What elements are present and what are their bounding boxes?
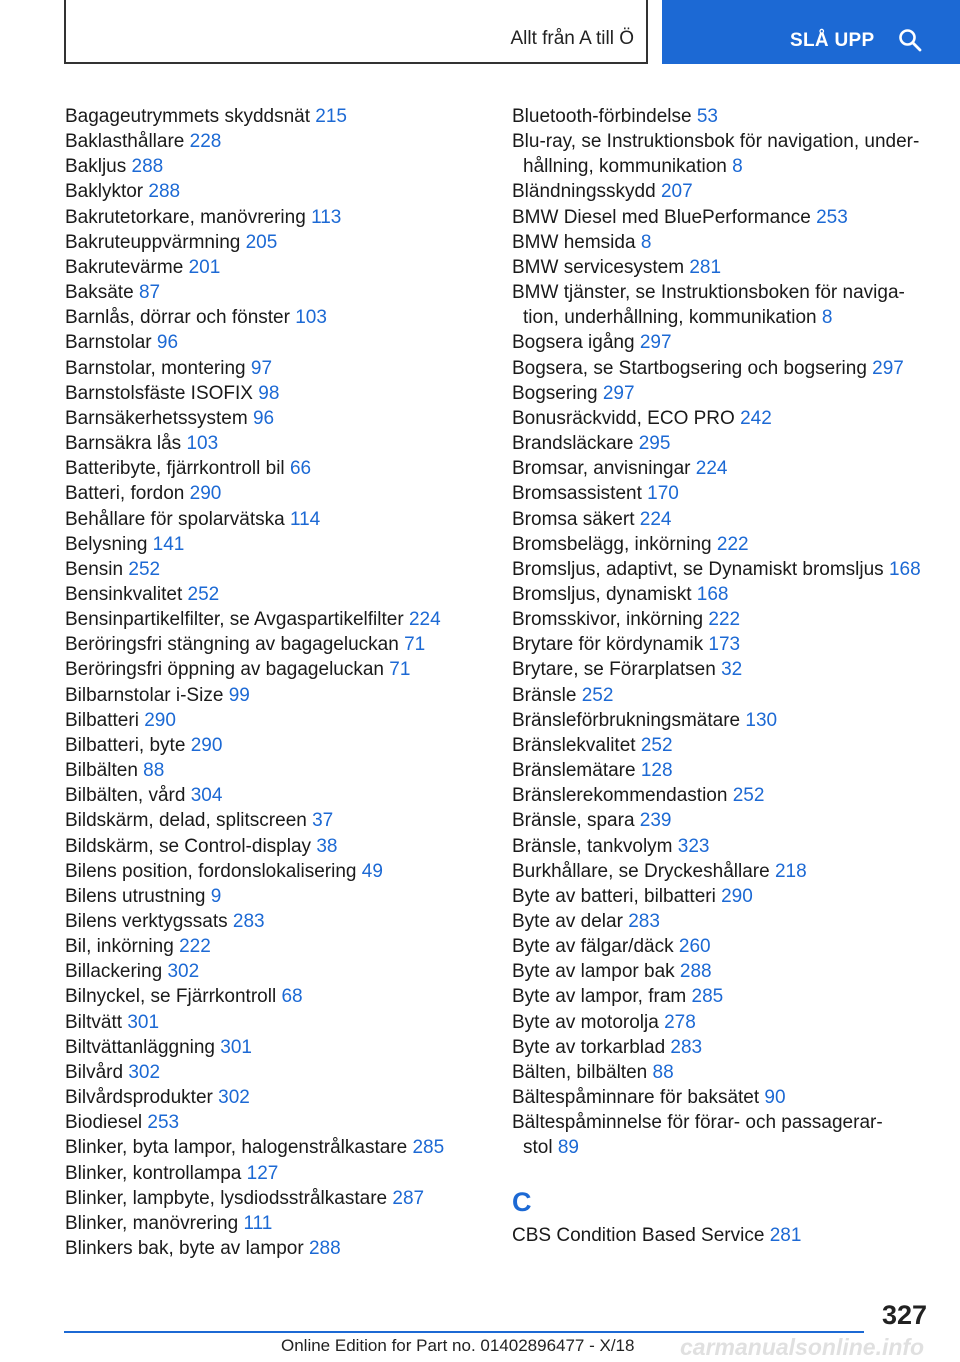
index-entry-text: Beröringsfri stängning av bagageluckan — [65, 634, 399, 656]
index-entry — [512, 456, 932, 481]
page-link[interactable]: 32 — [721, 659, 743, 681]
page-link[interactable]: 222 — [708, 609, 741, 631]
page-link[interactable]: 222 — [716, 533, 749, 555]
index-entry-text: Batteribyte, fjärrkontroll bil — [65, 458, 285, 480]
index-entry-text: Bilens verktygssats — [65, 911, 228, 932]
index-entry — [65, 1161, 485, 1186]
index-entry — [512, 532, 932, 557]
page-link[interactable]: 252 — [732, 785, 765, 807]
index-entry — [512, 632, 932, 657]
index-entry-text: BMW Diesel med BluePerformance — [512, 206, 811, 228]
index-entry-text: Baklyktor — [65, 181, 144, 203]
index-entry-text: Bonusräckvidd, ECO PRO — [512, 407, 735, 429]
index-entry — [65, 104, 485, 129]
index-entry — [512, 406, 932, 431]
index-entry — [65, 733, 485, 758]
page-link[interactable]: 302 — [128, 1061, 161, 1083]
index-entry-text: Baklasthållare — [65, 131, 185, 153]
page-link[interactable]: 288 — [131, 156, 164, 178]
index-entry-text: Bälten, bilbälten — [512, 1061, 648, 1083]
index-entry — [512, 1110, 932, 1160]
index-entry — [512, 859, 932, 884]
footer-edition-text: Online Edition for Part no. 01402896477 - X/18 — [281, 1336, 635, 1355]
index-entry — [65, 305, 485, 330]
page-link[interactable]: 99 — [228, 684, 250, 706]
index-entry — [65, 230, 485, 255]
page-link[interactable]: 301 — [220, 1036, 252, 1058]
index-entry-text: Biodiesel — [65, 1112, 143, 1134]
index-entry-text: Bränsle — [512, 684, 577, 706]
index-entry-text: Bilvård — [65, 1061, 124, 1083]
index-entry — [65, 129, 485, 154]
index-entry-text: Batteri, fordon — [65, 483, 185, 505]
index-entry — [65, 708, 485, 733]
index-entry — [65, 607, 485, 632]
index-entry-text: Blinker, manövrering — [65, 1212, 239, 1234]
page-link[interactable]: 302 — [218, 1087, 250, 1109]
page-link[interactable]: 130 — [745, 709, 778, 731]
index-entry — [512, 708, 932, 733]
index-entry-text: Bogsera, se Startbogsering och bogsering — [512, 357, 867, 379]
page-link[interactable]: 288 — [679, 961, 712, 983]
index-entry — [65, 481, 485, 506]
page-link[interactable]: 90 — [764, 1087, 786, 1109]
search-label: SLÅ UPP — [790, 30, 875, 51]
index-entry-continuation — [512, 305, 932, 330]
index-entry-text: Baksäte — [65, 282, 134, 304]
index-entry-text: Billackering — [65, 961, 163, 983]
page-link[interactable]: 8 — [732, 156, 743, 178]
index-entry — [65, 783, 485, 808]
index-entry — [65, 179, 485, 204]
page-link[interactable]: 252 — [640, 734, 673, 756]
page-link[interactable]: 98 — [258, 382, 280, 404]
index-entry — [512, 984, 932, 1009]
page-link[interactable]: 288 — [148, 181, 181, 203]
page-link[interactable]: 224 — [408, 609, 441, 631]
page-link[interactable]: 281 — [689, 256, 722, 278]
index-entry — [512, 230, 932, 255]
page-link[interactable]: 253 — [816, 206, 848, 228]
index-entry-text: Bilbatteri — [65, 709, 139, 731]
page-link[interactable]: 89 — [557, 1137, 579, 1159]
index-entry — [512, 557, 932, 582]
index-entry — [65, 1135, 485, 1160]
index-entry — [512, 1223, 932, 1248]
page-link[interactable]: 8 — [640, 231, 652, 253]
index-entry — [65, 959, 485, 984]
page-link[interactable]: 222 — [179, 936, 211, 958]
index-entry-text: Bromsa säkert — [512, 508, 635, 530]
index-entry-text: Bakrutevärme — [65, 256, 184, 278]
page-link[interactable]: 38 — [316, 835, 338, 857]
page-link[interactable]: 224 — [695, 458, 728, 480]
index-entry-text: BMW servicesystem — [512, 256, 685, 278]
page-link[interactable]: 278 — [664, 1011, 696, 1033]
index-entry — [65, 532, 485, 557]
index-entry-text: Bränsle, tankvolym — [512, 835, 673, 857]
index-entry-text: Bakljus — [65, 156, 127, 178]
watermark-text: carmanualsonline.info — [680, 1334, 925, 1360]
index-entry-text: Byte av lampor bak — [512, 961, 675, 983]
index-entry — [65, 1010, 485, 1035]
index-entry — [512, 381, 932, 406]
page-link[interactable]: 285 — [691, 986, 724, 1008]
index-entry — [65, 909, 485, 934]
index-entry — [65, 330, 485, 355]
index-entry-text: Bilnyckel, se Fjärrkontroll — [65, 986, 277, 1008]
search-button[interactable] — [662, 0, 960, 64]
index-entry — [65, 657, 485, 682]
index-entry-text: Behållare för spolarvätska — [65, 508, 285, 530]
index-entry — [65, 205, 485, 230]
page-link[interactable]: 285 — [412, 1137, 445, 1159]
index-entry-text: Brandsläckare — [512, 433, 634, 455]
index-entry-text: Bländningsskydd — [512, 181, 656, 203]
index-entry — [512, 607, 932, 632]
index-entry-text: Brytare för kördynamik — [512, 634, 704, 656]
index-entry — [512, 129, 932, 179]
page-link[interactable]: 215 — [315, 106, 347, 127]
page-number: 327 — [881, 1300, 927, 1330]
page-link[interactable]: 113 — [311, 206, 342, 228]
index-entry-text: Byte av fälgar/däck — [512, 936, 674, 958]
index-entry-text: Barnstolar — [65, 332, 152, 354]
index-entry — [512, 884, 932, 909]
page-link[interactable]: 207 — [660, 181, 693, 203]
index-entry-text: Biltvättanläggning — [65, 1036, 215, 1058]
index-entry — [65, 632, 485, 657]
index-entry-text: Bakruteuppvärmning — [65, 231, 241, 253]
index-entry — [512, 808, 932, 833]
footer-divider — [64, 1331, 864, 1333]
index-entry — [65, 984, 485, 1009]
index-entry — [65, 255, 485, 280]
index-entry-text: Bränslekvalitet — [512, 734, 636, 756]
index-entry-text: Bil, inkörning — [65, 936, 174, 958]
index-entry-text: Bromsar, anvisningar — [512, 458, 691, 480]
index-entry — [512, 909, 932, 934]
index-entry-text: Bogsera igång — [512, 332, 635, 354]
index-entry-text: Belysning — [65, 533, 148, 555]
index-entry — [512, 1035, 932, 1060]
page-link[interactable]: 228 — [189, 131, 222, 153]
page-link[interactable]: 252 — [128, 558, 161, 580]
page-link[interactable]: 297 — [639, 332, 672, 354]
index-entry — [512, 1085, 932, 1110]
page-link[interactable]: 168 — [696, 583, 729, 605]
page-link[interactable]: 96 — [156, 332, 179, 354]
index-entry — [65, 507, 485, 532]
index-entry-text: Blinkers bak, byte av lampor — [65, 1238, 304, 1260]
index-entry-continuation — [512, 1135, 932, 1160]
page-link[interactable]: 283 — [670, 1036, 703, 1058]
index-entry-text: Byte av delar — [512, 911, 623, 932]
page-link[interactable]: 287 — [392, 1187, 425, 1209]
watermark-logo — [680, 1334, 924, 1361]
index-entry — [65, 1110, 485, 1135]
page-link[interactable]: 283 — [232, 911, 265, 932]
index-entry — [65, 1035, 485, 1060]
index-entry-text: Bränsle, spara — [512, 810, 635, 832]
index-entry-text: Bensin — [65, 558, 124, 580]
page-link[interactable]: 97 — [250, 357, 273, 379]
index-entry-text: Bränsleförbrukningsmätare — [512, 709, 741, 731]
index-entry-text: Byte av torkarblad — [512, 1036, 666, 1058]
index-entry-continuation-text: stol — [523, 1137, 553, 1159]
index-entry — [65, 431, 485, 456]
page-link[interactable]: 295 — [638, 433, 671, 455]
page-link[interactable]: 252 — [581, 684, 614, 706]
page-link[interactable]: 87 — [138, 282, 161, 304]
index-entry — [512, 481, 932, 506]
index-entry — [512, 657, 932, 682]
page-link[interactable]: 49 — [361, 860, 383, 882]
index-column-right — [512, 104, 932, 1248]
index-entry — [512, 683, 932, 708]
page-link[interactable]: 128 — [640, 760, 673, 782]
index-entry-text: Brytare, se Förarplatsen — [512, 659, 716, 681]
page-link[interactable]: 224 — [639, 508, 672, 530]
index-entry-text: Byte av lampor, fram — [512, 986, 687, 1008]
page-link[interactable]: 281 — [769, 1224, 802, 1246]
index-entry — [512, 582, 932, 607]
index-entry — [65, 381, 485, 406]
index-entry — [512, 179, 932, 204]
index-entry-text: Bältespåminnelse för förar- och passagerar- — [512, 1112, 883, 1134]
index-entry-continuation-text: hållning, kommunikation — [523, 156, 727, 178]
index-entry-text: Blinker, lampbyte, lysdiodsstrålkastare — [65, 1187, 388, 1209]
index-entry-text: Bromsljus, adaptivt, se Dynamiskt bromsljus — [512, 558, 884, 580]
page-link[interactable]: 8 — [821, 307, 833, 329]
index-entry-text: Bluetooth-förbindelse — [512, 106, 692, 127]
page-link[interactable]: 68 — [281, 986, 303, 1008]
page-link[interactable]: 9 — [210, 885, 222, 907]
index-entry — [65, 557, 485, 582]
index-entry — [512, 834, 932, 859]
index-entry-text: Blinker, byta lampor, halogenstrålkastare — [65, 1137, 408, 1159]
page-link[interactable]: 304 — [190, 785, 223, 807]
index-entry-text: Barnstolar, montering — [65, 357, 246, 379]
index-entry — [65, 456, 485, 481]
index-entry — [65, 1060, 485, 1085]
index-column-left — [65, 104, 485, 1261]
index-entry-text: Bagageutrymmets skyddsnät — [65, 106, 311, 127]
index-entry-text: CBS Condition Based Service — [512, 1224, 765, 1246]
index-entry — [512, 1010, 932, 1035]
page-link[interactable]: 297 — [602, 382, 635, 404]
index-entry-text: Bogsering — [512, 382, 598, 404]
index-entry — [512, 205, 932, 230]
page-link[interactable]: 260 — [678, 936, 711, 958]
index-entry-text: BMW hemsida — [512, 231, 636, 253]
index-entry-text: Byte av batteri, bilbatteri — [512, 885, 716, 907]
index-entry — [512, 507, 932, 532]
page-link[interactable]: 290 — [721, 885, 753, 907]
page-link[interactable]: 290 — [144, 709, 176, 731]
index-entry-continuation-text: tion, underhållning, kommunikation — [523, 307, 817, 329]
page-link[interactable]: 201 — [188, 256, 221, 278]
index-entry-text: Byte av motorolja — [512, 1011, 659, 1033]
index-entry-text: Bromsljus, dynamiskt — [512, 583, 692, 605]
page-link[interactable]: 168 — [888, 558, 921, 580]
index-entry-text: Bildskärm, se Control-display — [65, 835, 312, 857]
page-link[interactable]: 242 — [740, 407, 772, 429]
index-entry — [65, 280, 485, 305]
index-entry — [512, 1060, 932, 1085]
index-entry-text: Bilens position, fordonslokalisering — [65, 860, 357, 882]
page-link[interactable]: 290 — [189, 483, 222, 505]
index-entry — [512, 959, 932, 984]
index-entry — [65, 859, 485, 884]
index-entry-text: BMW tjänster, se Instruktionsboken för naviga- — [512, 282, 905, 304]
index-entry-text: Bromsbelägg, inkörning — [512, 533, 712, 555]
index-entry — [65, 934, 485, 959]
index-entry — [65, 1085, 485, 1110]
page-link[interactable]: 252 — [187, 583, 220, 605]
index-entry — [65, 758, 485, 783]
index-entry-text: Barnlås, dörrar och fönster — [65, 307, 290, 329]
index-entry — [512, 934, 932, 959]
index-entry-text: Bilens utrustning — [65, 885, 206, 907]
page-link[interactable]: 96 — [252, 407, 275, 429]
index-entry-text: Bilbatteri, byte — [65, 734, 186, 756]
page-link[interactable]: 301 — [127, 1011, 160, 1033]
index-entry — [512, 733, 932, 758]
section-letter-heading: C — [512, 1186, 532, 1217]
page-link[interactable]: 205 — [245, 231, 278, 253]
index-entry — [65, 582, 485, 607]
index-entry-text: Bilbälten — [65, 760, 138, 782]
index-entry — [65, 1236, 485, 1261]
page-link[interactable]: 302 — [167, 961, 200, 983]
page-link[interactable]: 103 — [186, 433, 219, 455]
page-link[interactable]: 88 — [652, 1061, 674, 1083]
index-entry-text: Blinker, kontrollampa — [65, 1162, 242, 1184]
index-entry-text: Bromsassistent — [512, 483, 642, 505]
index-entry — [512, 104, 932, 129]
header-title-box — [64, 0, 648, 64]
index-entry — [512, 280, 932, 330]
index-entry-text: Burkhållare, se Dryckeshållare — [512, 860, 770, 882]
index-entry-text: Bränslerekommendastion — [512, 785, 728, 807]
index-entry — [512, 356, 932, 381]
index-entry — [65, 154, 485, 179]
page-link[interactable]: 288 — [308, 1238, 341, 1260]
page-link[interactable]: 173 — [708, 634, 741, 656]
page-link[interactable]: 127 — [246, 1162, 279, 1184]
index-entry — [65, 808, 485, 833]
index-entry — [65, 884, 485, 909]
index-entry — [65, 683, 485, 708]
page-link[interactable]: 88 — [143, 760, 165, 782]
index-entry — [65, 1211, 485, 1236]
page-link[interactable]: 114 — [289, 508, 321, 530]
page-link[interactable]: 170 — [647, 483, 679, 505]
page-link[interactable]: 141 — [152, 533, 185, 555]
index-entry-text: Bilvårdsprodukter — [65, 1087, 213, 1109]
index-entry-text: Biltvätt — [65, 1011, 123, 1033]
index-entry — [65, 1186, 485, 1211]
index-entry-text: Barnsäkerhetssystem — [65, 407, 248, 429]
index-entry-text: Barnstolsfäste ISOFIX — [65, 382, 253, 404]
index-entry-text: Bromsskivor, inkörning — [512, 609, 704, 631]
page-link[interactable]: 297 — [872, 357, 904, 379]
index-entry — [512, 255, 932, 280]
page-link[interactable]: 111 — [243, 1212, 273, 1234]
index-entry-text: Bältespåminnare för baksätet — [512, 1087, 760, 1109]
index-entry — [65, 406, 485, 431]
page-link[interactable]: 239 — [639, 810, 672, 832]
index-entry-text: Bilbälten, vård — [65, 785, 186, 807]
page-link[interactable]: 53 — [696, 106, 718, 127]
index-entry-text: Blu-ray, se Instruktionsbok för navigation, under- — [512, 131, 920, 153]
index-entry — [512, 431, 932, 456]
page-link[interactable]: 218 — [774, 860, 807, 882]
search-icon — [898, 28, 922, 52]
page-link[interactable]: 71 — [389, 659, 411, 681]
index-entry — [65, 834, 485, 859]
index-entry-text: Bildskärm, delad, splitscreen — [65, 810, 307, 832]
index-entry — [512, 758, 932, 783]
page-link[interactable]: 253 — [147, 1112, 180, 1134]
page-link[interactable]: 323 — [677, 835, 710, 857]
page-link[interactable]: 290 — [190, 734, 223, 756]
page-link[interactable]: 37 — [312, 810, 334, 832]
index-entry-text: Barnsäkra lås — [65, 433, 182, 455]
index-entry-text: Bilbarnstolar i-Size — [65, 684, 224, 706]
index-entry — [512, 783, 932, 808]
page-link[interactable]: 71 — [404, 634, 426, 656]
index-entry-text: Beröringsfri öppning av bagageluckan — [65, 659, 384, 681]
index-entry-continuation — [512, 154, 932, 179]
index-entry — [65, 356, 485, 381]
index-entry-text: Bakrutetorkare, manövrering — [65, 206, 306, 228]
index-entry — [512, 330, 932, 355]
page-link[interactable]: 283 — [628, 911, 660, 932]
index-entry-text: Bensinkvalitet — [65, 583, 183, 605]
index-entry-text: Bränslemätare — [512, 760, 636, 782]
page-link[interactable]: 66 — [289, 458, 312, 480]
page-link[interactable]: 103 — [295, 307, 327, 329]
index-entry-text: Bensinpartikelfilter, se Avgaspartikelfilter — [65, 609, 404, 631]
header-title: Allt från A till Ö — [510, 28, 634, 49]
